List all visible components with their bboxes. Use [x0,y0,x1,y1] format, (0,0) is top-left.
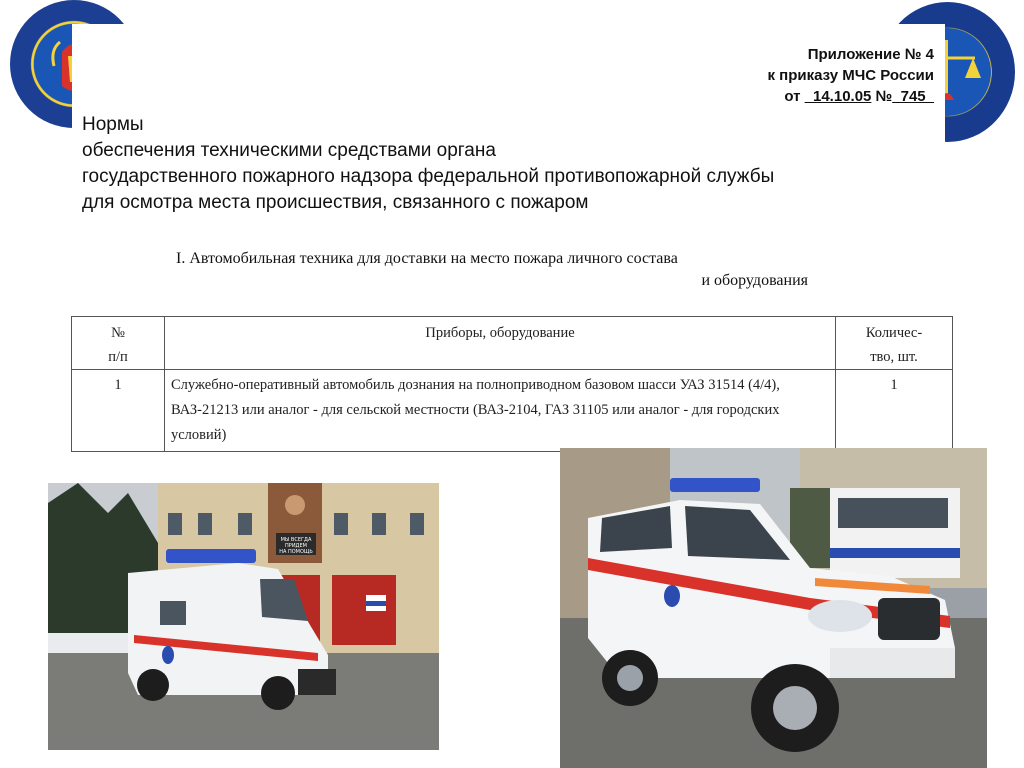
norms-line-3: государственного пожарного надзора федеральной противопожарной службы [82,166,775,187]
poster-text-2: ПРИДЕМ [285,543,307,549]
table-row [72,370,953,452]
equipment-table [71,316,953,452]
section-title [160,248,860,292]
row-equipment: Служебно-оперативный автомобиль дознания на полноприводном базовом шасси УАЗ 31514 (4/4), ВАЗ-21213 или аналог - для сельской местности (ВАЗ-2104, ГАЗ 31105 или аналог - для городских условий) [165,370,836,452]
header-number-line-1: № [111,325,125,341]
header-quantity-line-1: Количес- [865,325,923,341]
appendix-block [767,44,934,107]
section-title-line-1: I. Автомобильная техника для доставки на место пожара личного состава [176,250,678,267]
appendix-number-prefix: № [871,88,893,105]
poster-text: МЫ ВСЕГДА [280,537,312,543]
table-header-row [72,317,953,370]
section-title-line-2: и оборудования [701,272,808,289]
appendix-title: Приложение № 4 [807,46,934,63]
norms-line-4: для осмотра места происшествия, связанного с пожаром [82,192,589,213]
header-quantity [836,317,953,370]
appendix-date: _14.10.05 [804,88,872,105]
norms-heading [82,112,942,216]
poster-text-3: НА ПОМОЩЬ [279,549,313,555]
row-quantity: 1 [836,370,953,452]
appendix-order: к приказу МЧС России [767,67,934,84]
header-quantity-line-2: тво, шт. [870,349,918,365]
header-number-line-2: п/п [108,349,128,365]
appendix-date-line [767,86,934,107]
photo-uaz-patriot-graphic [560,448,987,768]
appendix-number: _745_ [892,88,934,105]
norms-line-2: обеспечения техническими средствами органа [82,140,496,161]
photo-uaz-patriot [560,448,987,768]
header-equipment: Приборы, оборудование [165,317,836,370]
norms-line-1: Нормы [82,114,144,135]
appendix-date-prefix: от [784,88,805,105]
row-number: 1 [72,370,165,452]
header-number [72,317,165,370]
photo-gazel-van [48,483,439,750]
photo-gazel-van-graphic [48,483,439,750]
